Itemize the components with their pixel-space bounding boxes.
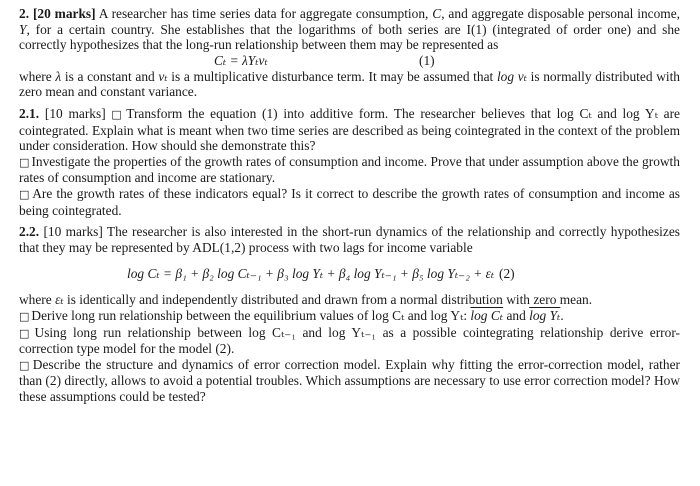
var-log-nu: log νₜ: [496, 68, 527, 84]
var-c: C: [432, 6, 442, 21]
equilibrium-log-c: log Cₜ: [470, 307, 504, 323]
equation-1-number: (1): [419, 52, 435, 68]
checkbox-icon: □: [19, 358, 31, 372]
task-text: Are the growth rates of these indicators equal? Is it correct to describe the growth rates of consumption and income as being cointegrated.: [19, 185, 680, 218]
question-2-1-task-1: [19, 106, 680, 154]
equation-1-formula: Cₜ = λYₜνₜ: [214, 52, 268, 68]
var-lambda: λ: [55, 68, 62, 84]
checkbox-icon: □: [19, 187, 31, 201]
checkbox-icon: □: [19, 309, 30, 323]
task-text: Derive long run relationship between the equilibrium values of log Cₜ and log Yₜ:: [31, 307, 471, 323]
checkbox-icon: □: [111, 107, 125, 121]
intro-text: The researcher is also interested in the short-run dynamics of the relationship and correctly hypothesizes that they may be represented by ADL(1,2) process with two lags for income variable: [19, 224, 680, 255]
question-2-where: where λ is a constant and νₜ is a multiplicative disturbance term. It may be assumed that log νₜ is normally distributed with zero mean and constant variance.: [19, 68, 681, 100]
equation-2-number: (2): [499, 266, 515, 282]
checkbox-icon: □: [19, 155, 30, 169]
intro-text-c: , for a certain country. She establishes that the logarithms of both series are I(1) (integrated of order one) and she correctly hypothesizes that the long-run relationship between them may be represented as: [19, 21, 680, 53]
question-2-2-task-3: [19, 357, 680, 405]
equation-2: [19, 264, 680, 284]
equilibrium-log-y: log Yₜ: [529, 307, 561, 323]
var-y: Y: [19, 21, 27, 37]
subquestion-marks: [10 marks]: [44, 105, 106, 121]
question-number: 2.: [19, 6, 30, 21]
checkbox-icon: □: [19, 326, 33, 340]
question-2-1-task-2: [19, 154, 680, 186]
subquestion-number: 2.1.: [19, 105, 40, 121]
question-2-intro: [19, 6, 680, 53]
question-2-2-task-1: □ Derive long run relationship between the equilibrium values of log Cₜ and log Yₜ: log Cₜ and log Yₜ.: [19, 307, 564, 323]
question-2-2-task-2: [19, 325, 680, 357]
equation-1: [19, 53, 680, 69]
var-nu: νₜ: [158, 68, 168, 84]
intro-text-a: A researcher has time series data for aggregate consumption,: [98, 6, 433, 21]
question-2-2-where: where εₜ is identically and independently distributed and drawn from a normal distribution with zero mean.: [19, 292, 593, 308]
question-marks: [20 marks]: [32, 6, 96, 21]
question-2-2-intro: [19, 224, 680, 255]
subquestion-number: 2.2.: [19, 224, 40, 240]
task-text: Describe the structure and dynamics of error correction model. Explain why fitting the error-correction model, rather than (2) directly, allows to avoid a potential troubles. Which assumptions are necessary to use error correction model? How these assumptions could be tested?: [19, 356, 680, 404]
task-text: Transform the equation (1) into additive form. The researcher believes that log Cₜ and log Yₜ are cointegrated. Explain what is meant when two time series are described as being cointegrated in the context of the problem under consideration. How should she demonstrate this?: [19, 105, 680, 154]
task-text: Using long run relationship between log Cₜ₋₁ and log Yₜ₋₁ as a possible cointegrating relationship derive error-correction type model for the model (2).: [19, 324, 680, 357]
equation-2-formula: log Cₜ = β₁ + β₂ log Cₜ₋₁ + β₃ log Yₜ + β₄ log Yₜ₋₁ + β₅ log Yₜ₋₂ + εₜ: [127, 266, 495, 282]
intro-text-b: , and aggregate disposable personal income,: [441, 6, 681, 21]
var-epsilon: εₜ: [55, 292, 64, 308]
question-2-1-task-3: [19, 186, 680, 218]
task-text: Investigate the properties of the growth rates of consumption and income. Prove that under assumption above the growth rates of consumption and income are stationary.: [19, 153, 680, 186]
subquestion-marks: [10 marks]: [43, 224, 103, 240]
